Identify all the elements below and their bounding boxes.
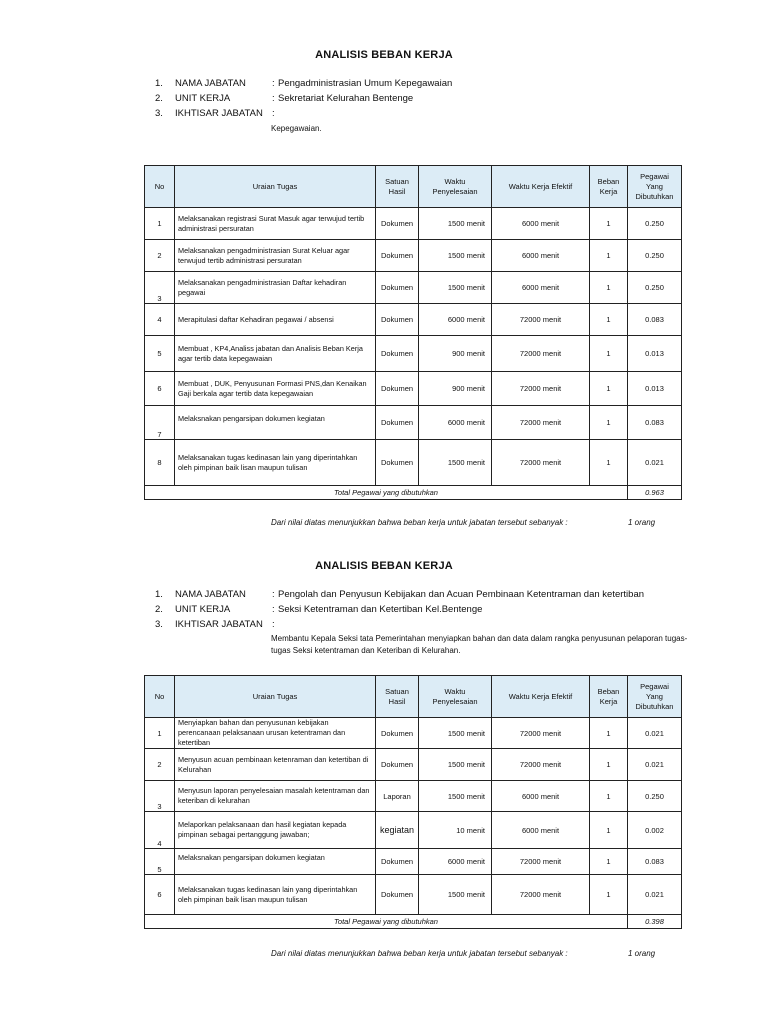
- section-1-table: [144, 165, 682, 500]
- cell-task: Membuat , KP4,Analiss jabatan dan Analisis Beban Kerja agar tertib data kepegawaian: [175, 336, 376, 372]
- cell-no: 7: [145, 406, 175, 440]
- cell-needed: 0.083: [628, 849, 682, 875]
- cell-load: 1: [590, 875, 628, 915]
- header-load: Beban Kerja: [590, 166, 628, 208]
- info-sep: :: [272, 108, 275, 119]
- cell-task: Melaksnakan pengarsipan dokumen kegiatan: [175, 849, 376, 875]
- cell-load: 1: [590, 812, 628, 849]
- cell-time: 6000 menit: [419, 849, 492, 875]
- info-value: Pengadministrasian Umum Kepegawaian: [278, 78, 453, 89]
- info-num: 2.: [155, 93, 163, 104]
- cell-unit: Dokumen: [376, 849, 419, 875]
- conclusion-text: Dari nilai diatas menunjukkan bahwa beban kerja untuk jabatan tersebut sebanyak :: [271, 518, 568, 527]
- table-row: [145, 272, 682, 304]
- cell-load: 1: [590, 272, 628, 304]
- header-no: No: [145, 166, 175, 208]
- cell-needed: 0.021: [628, 440, 682, 486]
- header-unit: Satuan Hasil: [376, 676, 419, 718]
- cell-time: 1500 menit: [419, 749, 492, 781]
- cell-no: 1: [145, 718, 175, 749]
- cell-time: 1500 menit: [419, 440, 492, 486]
- cell-task: Melaksanakan pengadministrasian Surat Keluar agar terwujud tertib administrasi persuratan: [175, 240, 376, 272]
- cell-time: 1500 menit: [419, 240, 492, 272]
- cell-needed: 0.250: [628, 781, 682, 812]
- cell-needed: 0.021: [628, 718, 682, 749]
- cell-load: 1: [590, 440, 628, 486]
- info-num: 2.: [155, 604, 163, 615]
- info-sep: :: [272, 589, 275, 600]
- cell-no: 4: [145, 812, 175, 849]
- cell-task: Menyiapkan bahan dan penyusunan kebijakan perencanaan pelaksanaan urusan ketentraman dan ketertiban: [175, 718, 376, 749]
- conclusion-value: 1 orang: [628, 949, 656, 958]
- cell-needed: 0.250: [628, 272, 682, 304]
- cell-task: Membuat , DUK, Penyusunan Formasi PNS,dan Kenaikan Gaji berkala agar tertib data kepegawaian: [175, 372, 376, 406]
- cell-effective: 72000 menit: [492, 749, 590, 781]
- info-label: UNIT KERJA: [175, 604, 231, 615]
- info-row-summary: [155, 617, 644, 632]
- total-value: 0.398: [628, 915, 682, 929]
- cell-no: 4: [145, 304, 175, 336]
- table-row: [145, 304, 682, 336]
- header-needed: Pegawai Yang Dibutuhkan: [628, 166, 682, 208]
- info-num: 3.: [155, 619, 163, 630]
- table-row: [145, 240, 682, 272]
- cell-unit: Dokumen: [376, 272, 419, 304]
- cell-task: Menyusun acuan pembinaan ketenraman dan ketertiban di Kelurahan: [175, 749, 376, 781]
- cell-needed: 0.083: [628, 406, 682, 440]
- table-total-row: [145, 915, 682, 929]
- info-row-name: [155, 587, 644, 602]
- cell-effective: 72000 menit: [492, 372, 590, 406]
- info-row-name: [155, 76, 452, 91]
- info-row-unit: [155, 91, 452, 106]
- cell-effective: 72000 menit: [492, 718, 590, 749]
- cell-effective: 6000 menit: [492, 272, 590, 304]
- info-sep: :: [272, 619, 275, 630]
- info-sep: :: [272, 604, 275, 615]
- cell-load: 1: [590, 304, 628, 336]
- cell-load: 1: [590, 781, 628, 812]
- table-row: [145, 849, 682, 875]
- cell-effective: 72000 menit: [492, 304, 590, 336]
- cell-task: Menyusun laporan penyelesaian masalah ketentraman dan keteriban di kelurahan: [175, 781, 376, 812]
- cell-time: 1500 menit: [419, 718, 492, 749]
- conclusion-value: 1 orang: [628, 518, 656, 527]
- table-row: [145, 781, 682, 812]
- header-effective: Waktu Kerja Efektif: [492, 166, 590, 208]
- header-time: Waktu Penyelesaian: [419, 676, 492, 718]
- cell-effective: 72000 menit: [492, 336, 590, 372]
- cell-no: 3: [145, 781, 175, 812]
- cell-time: 900 menit: [419, 372, 492, 406]
- info-row-unit: [155, 602, 644, 617]
- header-no: No: [145, 676, 175, 718]
- cell-load: 1: [590, 208, 628, 240]
- cell-needed: 0.250: [628, 208, 682, 240]
- cell-no: 6: [145, 875, 175, 915]
- table-header-row: [145, 166, 682, 208]
- cell-effective: 6000 menit: [492, 208, 590, 240]
- cell-time: 1500 menit: [419, 272, 492, 304]
- cell-needed: 0.250: [628, 240, 682, 272]
- header-time: Waktu Penyelesaian: [419, 166, 492, 208]
- info-value: Pengolah dan Penyusun Kebijakan dan Acuan Pembinaan Ketentraman dan ketertiban: [278, 589, 645, 600]
- table-total-row: [145, 486, 682, 500]
- cell-unit: kegiatan: [376, 812, 419, 849]
- cell-effective: 72000 menit: [492, 440, 590, 486]
- info-num: 3.: [155, 108, 163, 119]
- info-num: 1.: [155, 589, 163, 600]
- info-label: UNIT KERJA: [175, 93, 231, 104]
- cell-unit: Dokumen: [376, 718, 419, 749]
- cell-unit: Dokumen: [376, 749, 419, 781]
- section-2-conclusion: [271, 949, 671, 958]
- cell-unit: Dokumen: [376, 372, 419, 406]
- cell-time: 6000 menit: [419, 304, 492, 336]
- cell-no: 5: [145, 849, 175, 875]
- cell-needed: 0.021: [628, 875, 682, 915]
- cell-needed: 0.002: [628, 812, 682, 849]
- section-2-table: [144, 675, 682, 929]
- cell-effective: 6000 menit: [492, 240, 590, 272]
- table-row: [145, 440, 682, 486]
- info-num: 1.: [155, 78, 163, 89]
- cell-time: 6000 menit: [419, 406, 492, 440]
- cell-no: 2: [145, 749, 175, 781]
- table-row: [145, 406, 682, 440]
- cell-effective: 72000 menit: [492, 875, 590, 915]
- header-load: Beban Kerja: [590, 676, 628, 718]
- table-row: [145, 749, 682, 781]
- total-label: Total Pegawai yang dibutuhkan: [145, 486, 628, 500]
- info-label: IKHTISAR JABATAN: [175, 108, 263, 119]
- section-1-description: Kepegawaian.: [271, 124, 322, 133]
- section-1-info: [155, 76, 452, 121]
- cell-load: 1: [590, 372, 628, 406]
- cell-time: 1500 menit: [419, 875, 492, 915]
- table-row: [145, 208, 682, 240]
- cell-unit: Laporan: [376, 781, 419, 812]
- total-label: Total Pegawai yang dibutuhkan: [145, 915, 628, 929]
- cell-load: 1: [590, 749, 628, 781]
- cell-unit: Dokumen: [376, 240, 419, 272]
- cell-unit: Dokumen: [376, 208, 419, 240]
- cell-no: 1: [145, 208, 175, 240]
- cell-effective: 72000 menit: [492, 406, 590, 440]
- cell-no: 2: [145, 240, 175, 272]
- conclusion-text: Dari nilai diatas menunjukkan bahwa beban kerja untuk jabatan tersebut sebanyak :: [271, 949, 568, 958]
- cell-unit: Dokumen: [376, 875, 419, 915]
- info-label: NAMA JABATAN: [175, 589, 246, 600]
- info-value: Seksi Ketentraman dan Ketertiban Kel.Bentenge: [278, 604, 483, 615]
- table-header-row: [145, 676, 682, 718]
- info-label: NAMA JABATAN: [175, 78, 246, 89]
- section-1-title: ANALISIS BEBAN KERJA: [315, 49, 453, 61]
- cell-load: 1: [590, 406, 628, 440]
- header-task: Uraian Tugas: [175, 166, 376, 208]
- cell-needed: 0.013: [628, 336, 682, 372]
- cell-time: 900 menit: [419, 336, 492, 372]
- cell-unit: Dokumen: [376, 440, 419, 486]
- cell-time: 1500 menit: [419, 781, 492, 812]
- cell-needed: 0.013: [628, 372, 682, 406]
- cell-task: Melaksnakan pengarsipan dokumen kegiatan: [175, 406, 376, 440]
- cell-no: 6: [145, 372, 175, 406]
- cell-no: 8: [145, 440, 175, 486]
- header-needed: Pegawai Yang Dibutuhkan: [628, 676, 682, 718]
- info-label: IKHTISAR JABATAN: [175, 619, 263, 630]
- header-effective: Waktu Kerja Efektif: [492, 676, 590, 718]
- info-sep: :: [272, 93, 275, 104]
- info-value: Sekretariat Kelurahan Bentenge: [278, 93, 414, 104]
- table-row: [145, 812, 682, 849]
- cell-task: Melaksanakan tugas kedinasan lain yang diperintahkan oleh pimpinan baik lisan maupun tulisan: [175, 440, 376, 486]
- total-value: 0.963: [628, 486, 682, 500]
- section-2-info: [155, 587, 644, 632]
- section-2-description: Membantu Kepala Seksi tata Pemerintahan menyiapkan bahan dan data dalam rangka penyusunan pelaporan tugas-tugas Seksi ketentraman dan Keteriban di Kelurahan.: [271, 634, 688, 655]
- cell-load: 1: [590, 718, 628, 749]
- cell-task: Melaksanakan registrasi Surat Masuk agar terwujud tertib administrasi persuratan: [175, 208, 376, 240]
- cell-unit: Dokumen: [376, 406, 419, 440]
- cell-unit: Dokumen: [376, 336, 419, 372]
- cell-no: 3: [145, 272, 175, 304]
- table-row: [145, 336, 682, 372]
- header-task: Uraian Tugas: [175, 676, 376, 718]
- cell-needed: 0.021: [628, 749, 682, 781]
- cell-needed: 0.083: [628, 304, 682, 336]
- cell-task: Melaksanakan pengadministrasian Daftar kehadiran pegawai: [175, 272, 376, 304]
- header-unit: Satuan Hasil: [376, 166, 419, 208]
- section-1-conclusion: [271, 518, 671, 527]
- table-row: [145, 372, 682, 406]
- cell-load: 1: [590, 240, 628, 272]
- table-row: [145, 718, 682, 749]
- cell-effective: 6000 menit: [492, 812, 590, 849]
- cell-time: 10 menit: [419, 812, 492, 849]
- cell-load: 1: [590, 849, 628, 875]
- cell-task: Melaporkan pelaksanaan dan hasil kegiatan kepada pimpinan sebagai pertanggung jawaban;: [175, 812, 376, 849]
- cell-task: Merapitulasi daftar Kehadiran pegawai / absensi: [175, 304, 376, 336]
- cell-load: 1: [590, 336, 628, 372]
- info-row-summary: [155, 106, 452, 121]
- cell-unit: Dokumen: [376, 304, 419, 336]
- cell-no: 5: [145, 336, 175, 372]
- cell-task: Melaksanakan tugas kedinasan lain yang diperintahkan oleh pimpinan baik lisan maupun tulisan: [175, 875, 376, 915]
- cell-effective: 6000 menit: [492, 781, 590, 812]
- section-2-title: ANALISIS BEBAN KERJA: [315, 560, 453, 572]
- info-sep: :: [272, 78, 275, 89]
- cell-effective: 72000 menit: [492, 849, 590, 875]
- cell-time: 1500 menit: [419, 208, 492, 240]
- table-row: [145, 875, 682, 915]
